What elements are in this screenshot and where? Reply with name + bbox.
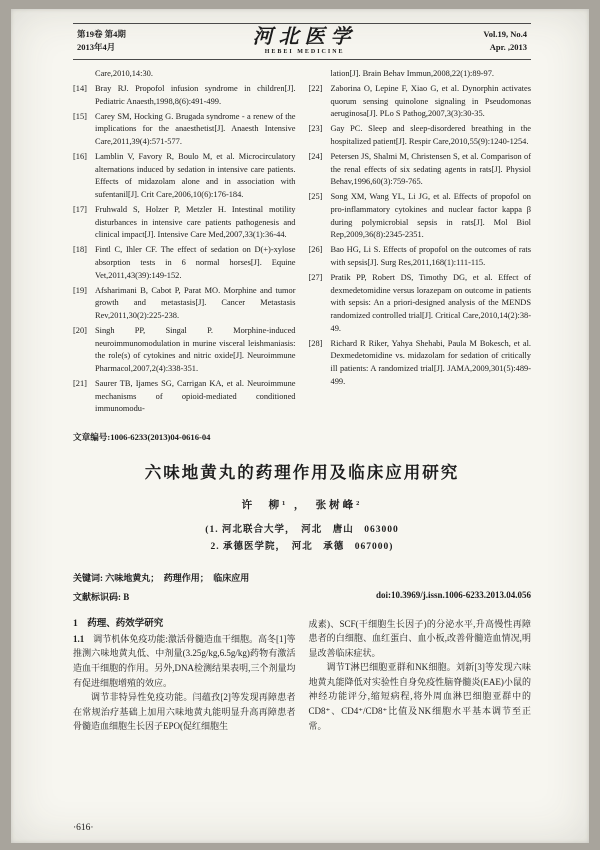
reference-text: Singh PP, Singal P. Morphine-induced neuroimmunomodulation in murine visceral leishmaniasis: the role(s) of cytokines and nitric oxide[J]. Neuroimmune Pharmacol,2007,2(4):338-351. <box>95 326 296 373</box>
volume-line-en: Vol.19, No.4 <box>483 29 527 40</box>
subsection-number: 1.1 <box>73 633 85 644</box>
reference-number: [20] <box>73 326 87 336</box>
authors: 许 柳¹ ， 张树峰² <box>241 500 363 512</box>
reference-number: [22] <box>308 84 323 94</box>
page-number: ·616· <box>73 823 94 833</box>
reference-text: Gay PC. Sleep and sleep-disordered breathing in the hospitalized patient[J]. Respir Care,2010,55(9):1240-1254. <box>330 124 531 147</box>
journal-title-block <box>253 27 357 55</box>
reference-item <box>73 68 296 81</box>
reference-item <box>73 151 296 201</box>
doc-code-value: B <box>123 591 130 602</box>
reference-section <box>73 68 531 418</box>
paper-title: 六味地黄丸的药理作用及临床应用研究 <box>144 463 460 483</box>
affiliations <box>73 522 531 556</box>
reference-list-right <box>309 68 532 418</box>
reference-number: [21] <box>73 379 87 389</box>
doc-code-row <box>73 590 531 603</box>
reference-number: [27] <box>308 273 323 283</box>
reference-item <box>73 244 296 282</box>
reference-item <box>73 111 296 149</box>
reference-number: [16] <box>73 152 87 162</box>
scanned-page <box>11 9 589 843</box>
keywords-text: 六味地黄丸； 药理作用； 临床应用 <box>105 572 250 583</box>
body-section <box>73 617 531 734</box>
reference-number: [23] <box>308 124 323 134</box>
reference-item <box>309 244 532 269</box>
reference-item <box>309 338 532 388</box>
reference-number: [15] <box>73 111 87 121</box>
reference-list-left <box>73 68 296 418</box>
page-content <box>73 23 531 833</box>
body-column-right <box>309 617 532 734</box>
volume-line: 第19卷 第4期 <box>77 29 126 40</box>
reference-number: [14] <box>73 84 87 94</box>
reference-number: [25] <box>308 192 323 202</box>
date-line-en: Apr. ,2013 <box>489 42 527 52</box>
reference-text: Bray RJ. Propofol infusion syndrome in children[J]. Pediatric Anaesth,1998,8(6):491-499. <box>95 84 296 106</box>
reference-item <box>73 83 296 108</box>
reference-text: Zaborina O, Lepine F, Xiao G, et al. Dynorphin activates quorum sensing quinolone signaling in Pseudomonas aeruginosa[J]. PLo S Pathog,2007,3(3):30-35. <box>330 84 531 119</box>
reference-number: [26] <box>308 245 323 255</box>
paragraph: 调节T淋巴细胞亚群和NK细胞。刘新[3]等发现六味地黄丸能降低对实验性自身免疫性脑脊髓炎(EAE)小鼠的神经功能评分,缩短病程,将外周血淋巴细胞亚群中的CD8⁺、CD4⁺/CD8⁺比值及NK细胞水平基本调节至正常。 <box>308 662 531 731</box>
doc-code-label: 文献标识码: <box>73 591 121 602</box>
keywords-label: 关键词: <box>73 572 103 583</box>
reference-text: Fruhwald S, Holzer P, Metzler H. Intestinal motility disturbances in intensive care patients pathogenesis and clinical impact[J]. Intensive Care Med,2007,33(1):36-44. <box>95 205 296 240</box>
reference-item <box>73 378 296 416</box>
doc-code <box>73 590 129 603</box>
reference-text: Carey SM, Hocking G. Brugada syndrome - a renew of the implications for the anaesthetist[J]. Anaesth Intensive Care,2011,39(4):571-577. <box>95 111 296 147</box>
doi: doi:10.3969/j.issn.1006-6233.2013.04.056 <box>375 589 531 600</box>
affiliation-line2: 2. 承德医学院， 河北 承德 067000) <box>210 542 394 553</box>
reference-item <box>73 285 296 323</box>
reference-item <box>309 83 532 121</box>
paragraph <box>73 632 296 690</box>
reference-number: [28] <box>308 338 323 348</box>
reference-text: Bao HG, Li S. Effects of propofol on the outcomes of rats with sepsis[J]. Surg Res,2011,168(1):111-115. <box>330 245 531 268</box>
reference-item <box>309 191 532 241</box>
reference-item <box>73 325 296 375</box>
reference-item <box>309 68 532 81</box>
reference-item <box>309 151 532 189</box>
paragraph: 调节非特异性免疫功能。闫蕴孜[2]等发现再障患者在常规治疗基础上加用六味地黄丸能明显升高再障患者骨髓造血细胞生长因子EPO(促红细胞生 <box>73 692 296 732</box>
affiliation-line1: (1. 河北联合大学， 河北 唐山 063000 <box>205 525 399 536</box>
reference-item <box>309 272 532 335</box>
reference-text: Afsharimani B, Cabot P, Parat MO. Morphine and tumor growth and metastasis[J]. Cancer Metastasis Rev,2011,30(2):225-238. <box>95 285 296 320</box>
reference-number: [18] <box>73 245 87 255</box>
reference-item <box>73 204 296 242</box>
reference-text: lation[J]. Brain Behav Immun,2008,22(1):89-97. <box>330 69 495 78</box>
reference-number: [17] <box>73 205 87 215</box>
reference-number: [24] <box>308 152 323 162</box>
body-column-left <box>73 617 296 734</box>
journal-header <box>73 23 531 60</box>
reference-text: Richard R Riker, Yahya Shehabi, Paula M Bokesch, et al. Dexmedetomidine vs. midazolam for sedation of critically ill patients: A randomized trial[J]. JAMA,2009,301(5):489-499. <box>330 338 531 386</box>
volume-issue-info <box>77 28 126 54</box>
volume-issue-info-en <box>483 28 527 54</box>
reference-text: Song XM, Wang YL, Li JG, et al. Effects of propofol on pro-inflammatory cytokines and nuclear factor kappa β during polymicrobial sepsis in rats[J]. Mol Biol Rep,2009,36(8):2345-2351. <box>330 192 531 240</box>
reference-text: Saurer TB, Ijames SG, Carrigan KA, et al. Neuroimmune mechanisms of opioid-mediated conditioned immunomodu- <box>95 379 296 414</box>
reference-text: Lamblin V, Favory R, Boulo M, et al. Microcirculatory alternations induced by sedation in intensive care patients. Effects of midazolam alone and in association with sufentanil[J]. Crit Care,2006,10(6):176-184. <box>95 152 296 199</box>
keywords-row <box>73 571 531 584</box>
paragraph: 成素)、SCF(干细胞生长因子)的分泌水平,升高慢性再障患者的白细胞、血红蛋白、血小板,改善骨髓造血情况,明显改善临床症状。 <box>308 618 531 658</box>
reference-text: Care,2010,14:30. <box>95 69 153 78</box>
section-title: 1 药理、药效学研究 <box>73 618 164 629</box>
reference-text: Petersen JS, Shalmi M, Christensen S, et al. Comparison of the renal effects of six sedating agents in rats[J]. Physiol Behav,1996,60(3):759-765. <box>330 152 531 187</box>
journal-title-cn: 河北医学 <box>252 26 357 48</box>
article-number: 文章编号:1006-6233(2013)04-0616-04 <box>73 432 211 443</box>
paragraph-text: 调节机体免疫功能:激活骨髓造血干细胞。高冬[1]等推测六味地黄丸低、中剂量(3.25g/kg,6.5g/kg)药物有激活造血干细胞的作用。另外,DNA检测结果表明,三个剂量均有促进细胞增殖的效应。 <box>73 633 296 688</box>
reference-item <box>309 123 532 148</box>
journal-title-en: HEBEI MEDICINE <box>264 49 345 55</box>
reference-number: [19] <box>73 285 87 295</box>
reference-text: Fintl C, Ihler CF. The effect of sedation on D(+)-xylose absorption tests in 6 normal horses[J]. Equine Vet,2011,43(39):149-152. <box>95 245 296 280</box>
reference-text: Pratik PP, Robert DS, Timothy DG, et al. Effect of dexmedetomidine versus lorazepam on outcome in patients with sepsis: An a priori-designed analysis of the MENDS randomized controlled trial[J]. Critical Care,2010,14(2):38-49. <box>330 273 531 333</box>
date-line: 2013年4月 <box>77 42 116 52</box>
